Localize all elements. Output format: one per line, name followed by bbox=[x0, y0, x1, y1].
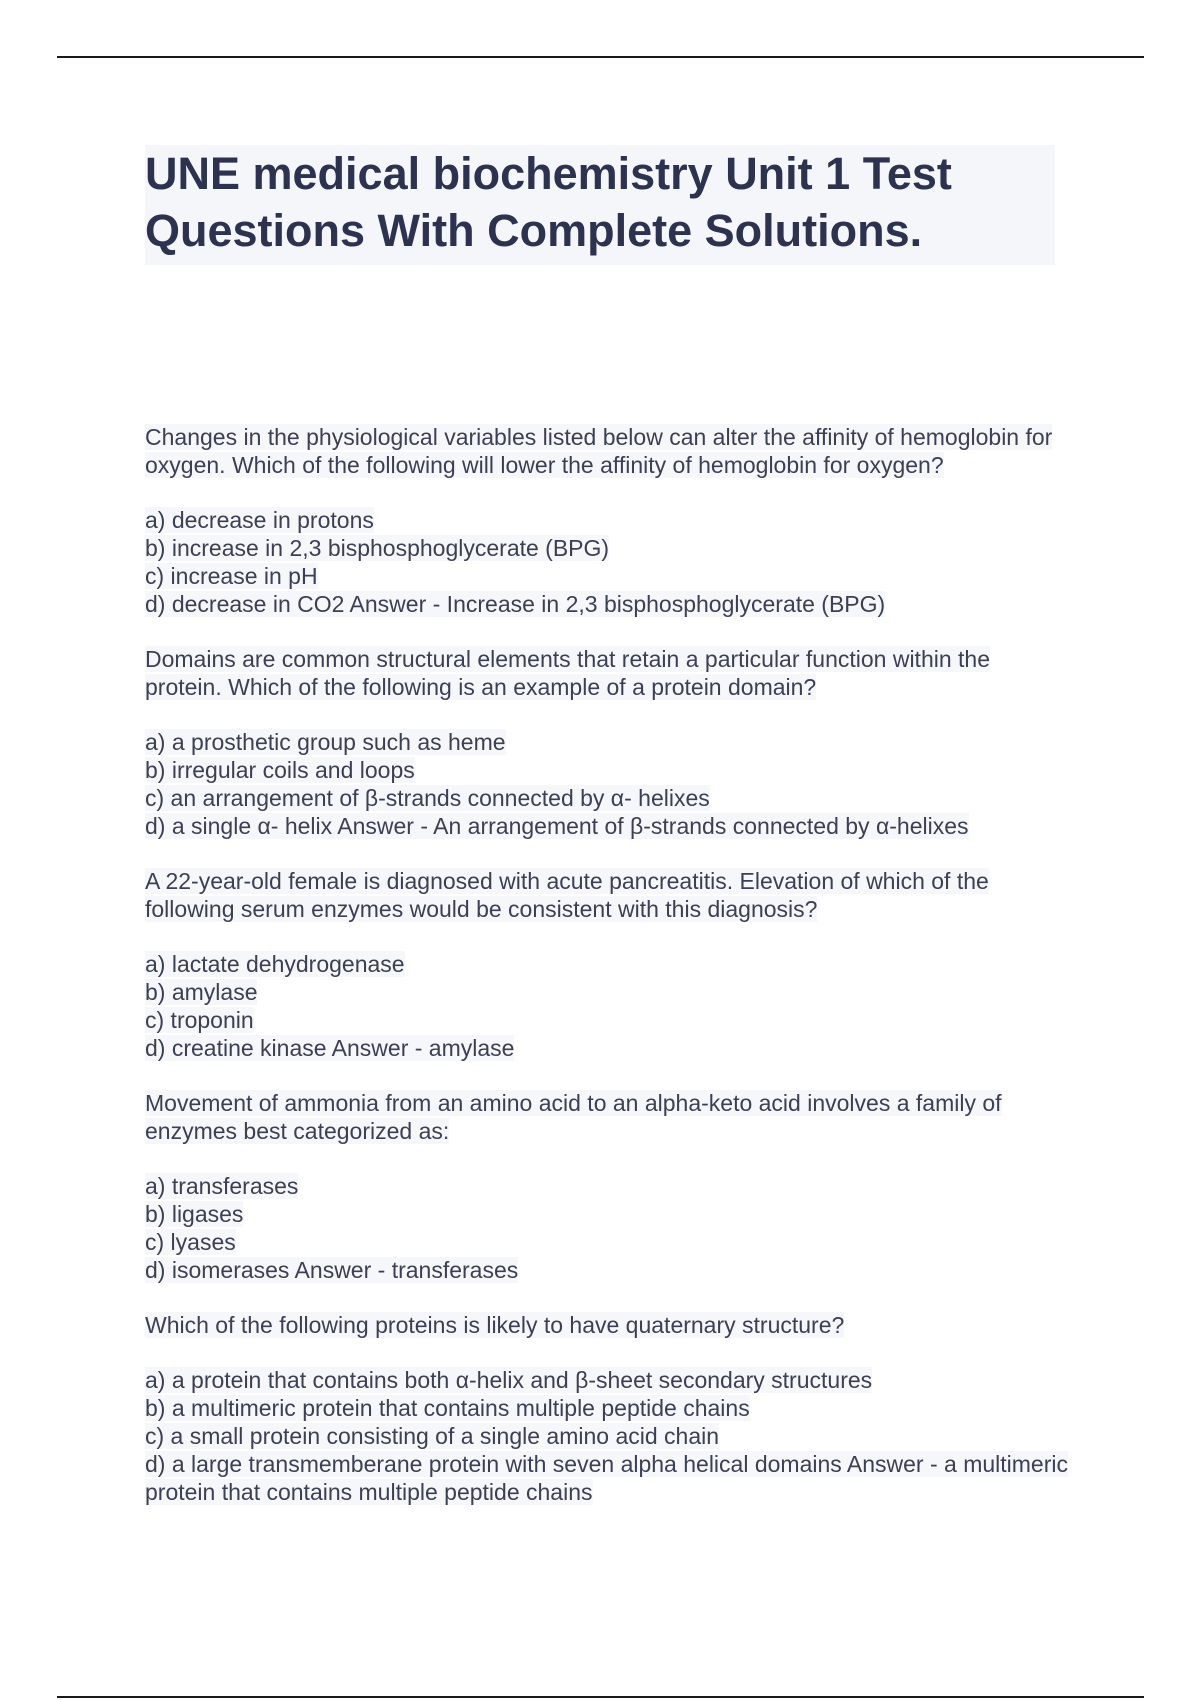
option-b: b) a multimeric protein that contains multiple peptide chains bbox=[145, 1395, 750, 1421]
question-text: Which of the following proteins is likely to have quaternary structure? bbox=[145, 1312, 845, 1338]
question-text: Domains are common structural elements that retain a particular function within the protein. Which of the following is an example of a protein domain? bbox=[145, 646, 991, 700]
option-b: b) amylase bbox=[145, 979, 258, 1005]
option-a: a) decrease in protons bbox=[145, 507, 374, 533]
document-body bbox=[145, 423, 1070, 1533]
option-c: c) troponin bbox=[145, 1007, 254, 1033]
question-3 bbox=[145, 867, 1070, 1062]
option-b: b) irregular coils and loops bbox=[145, 757, 415, 783]
question-text: Changes in the physiological variables listed below can alter the affinity of hemoglobin for oxygen. Which of the following will lower the affinity of hemoglobin for oxygen? bbox=[145, 424, 1053, 478]
option-d-with-answer: d) a large transmemberane protein with seven alpha helical domains Answer - a multimeric protein that contains multiple peptide chains bbox=[145, 1451, 1068, 1505]
question-text: A 22-year-old female is diagnosed with acute pancreatitis. Elevation of which of the following serum enzymes would be consistent with this diagnosis? bbox=[145, 868, 989, 922]
answer-options bbox=[145, 1172, 1070, 1284]
answer-options bbox=[145, 728, 1070, 840]
option-a: a) transferases bbox=[145, 1173, 299, 1199]
option-d-with-answer: d) isomerases Answer - transferases bbox=[145, 1257, 519, 1283]
document-title: UNE medical biochemistry Unit 1 Test Questions With Complete Solutions. bbox=[145, 145, 1055, 265]
option-d-with-answer: d) decrease in CO2 Answer - Increase in 2,3 bisphosphoglycerate (BPG) bbox=[145, 591, 886, 617]
question-4 bbox=[145, 1089, 1070, 1284]
question-5 bbox=[145, 1311, 1070, 1506]
question-2 bbox=[145, 645, 1070, 840]
answer-options bbox=[145, 950, 1070, 1062]
bottom-rule bbox=[57, 1696, 1144, 1698]
option-a: a) a prosthetic group such as heme bbox=[145, 729, 506, 755]
answer-options bbox=[145, 506, 1070, 618]
option-d-with-answer: d) creatine kinase Answer - amylase bbox=[145, 1035, 515, 1061]
option-c: c) lyases bbox=[145, 1229, 236, 1255]
option-b: b) increase in 2,3 bisphosphoglycerate (BPG) bbox=[145, 535, 610, 561]
option-c: c) a small protein consisting of a single amino acid chain bbox=[145, 1423, 720, 1449]
option-b: b) ligases bbox=[145, 1201, 244, 1227]
option-a: a) a protein that contains both α-helix and β-sheet secondary structures bbox=[145, 1367, 873, 1393]
question-1 bbox=[145, 423, 1070, 618]
answer-options bbox=[145, 1366, 1070, 1506]
option-d-with-answer: d) a single α- helix Answer - An arrangement of β-strands connected by α-helixes bbox=[145, 813, 969, 839]
option-c: c) an arrangement of β-strands connected by α- helixes bbox=[145, 785, 710, 811]
top-rule bbox=[57, 56, 1144, 58]
option-c: c) increase in pH bbox=[145, 563, 318, 589]
question-text: Movement of ammonia from an amino acid to an alpha-keto acid involves a family of enzymes best categorized as: bbox=[145, 1090, 1002, 1144]
option-a: a) lactate dehydrogenase bbox=[145, 951, 405, 977]
